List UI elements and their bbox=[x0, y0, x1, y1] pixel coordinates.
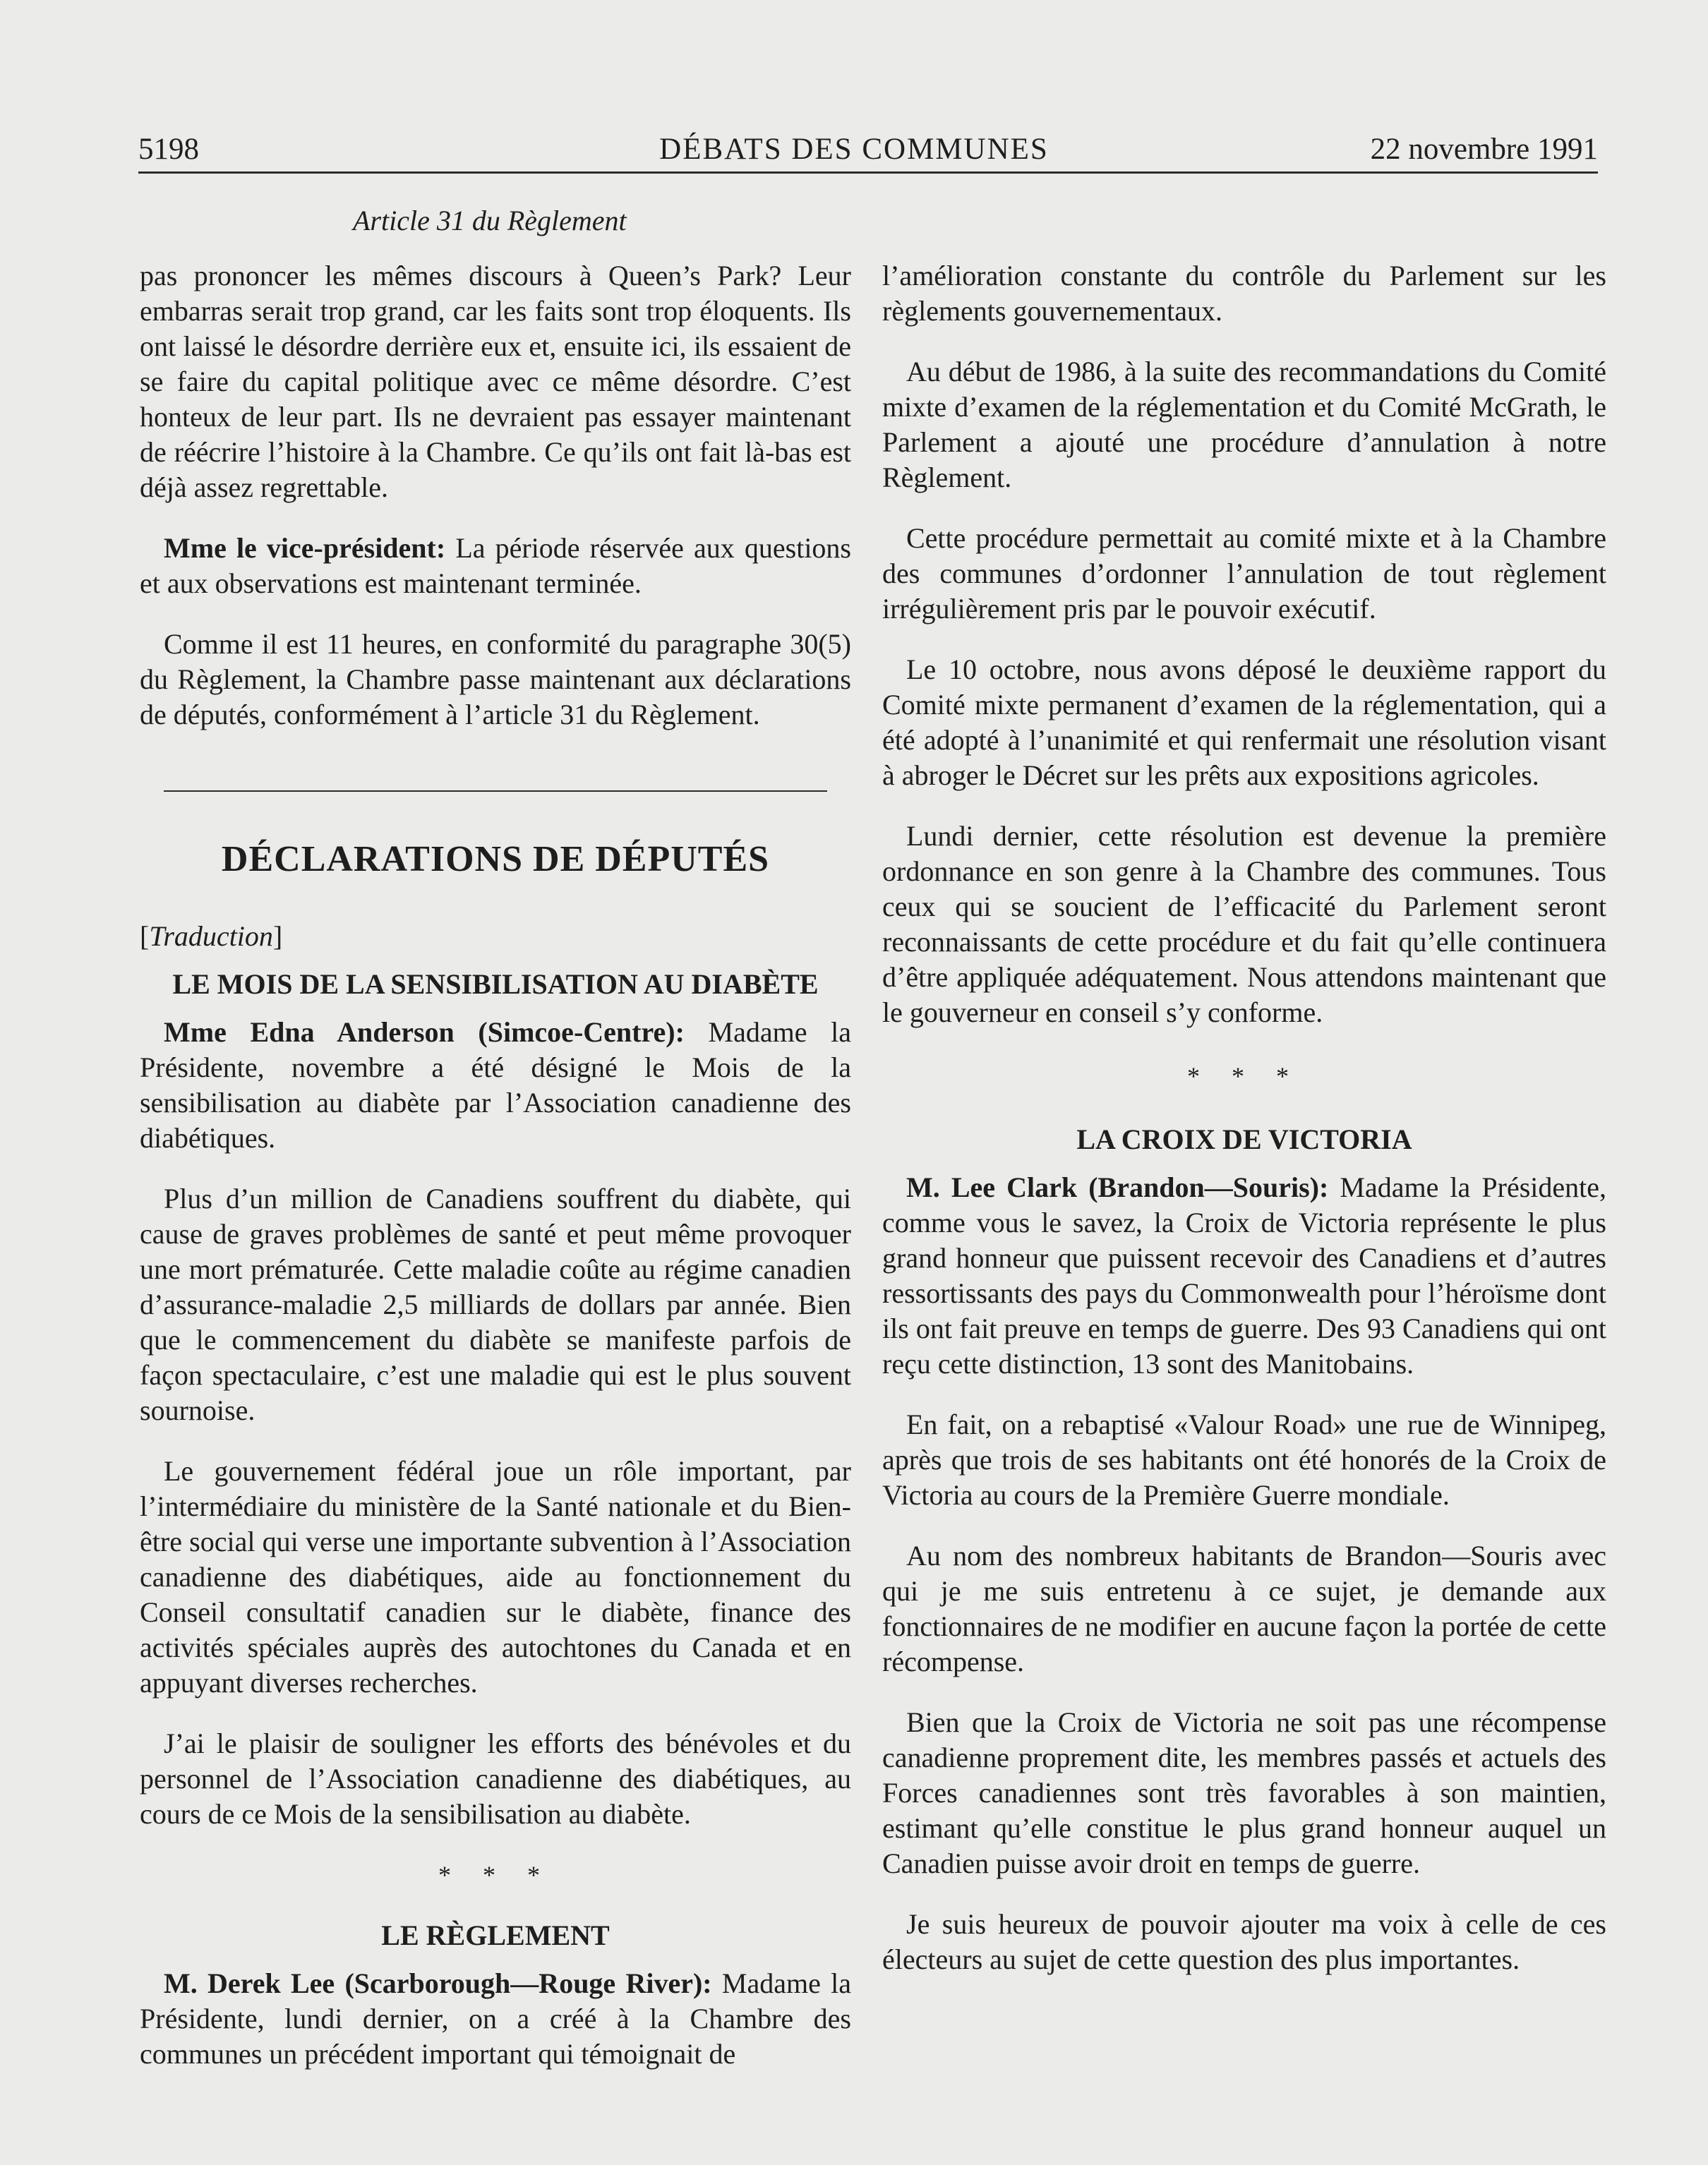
section-break-stars: * * * bbox=[1187, 1062, 1301, 1090]
paragraph-text: Madame la Présidente, comme vous le savez, la Croix de Victoria représente le plus grand honneur que puissent recevoir des Canadiens et d’autres ressortissants des pays du Commonwealth pour l’héroïsme dont ils ont fait preuve en temps de guerre. Des 93 Canadiens qui ont reçu cette distinction, 13 sont des Manitobains. bbox=[882, 1171, 1606, 1380]
translation-label: Traduction bbox=[149, 920, 273, 952]
statement-heading: LE RÈGLEMENT bbox=[381, 1919, 610, 1951]
speaker-name: M. Lee Clark (Brandon—Souris): bbox=[906, 1171, 1329, 1203]
paragraph bbox=[140, 1015, 851, 1156]
paragraph bbox=[140, 531, 851, 601]
bracket-close: ] bbox=[272, 920, 283, 952]
bracket-open: [ bbox=[140, 920, 150, 952]
section-tag: Article 31 du Règlement bbox=[353, 205, 627, 236]
speaker-name: Mme le vice-président: bbox=[164, 532, 446, 564]
section-heading: DÉCLARATIONS DE DÉPUTÉS bbox=[221, 839, 770, 879]
paragraph: Le gouvernement fédéral joue un rôle important, par l’intermédiaire du ministère de la Santé nationale et du Bien-être social qui verse une importante subvention à l’Association canadienne des diabétiques, aide au fonctionnement du Conseil consultatif canadien sur le diabète, finance des activités spéciales auprès des autochtones du Canada et en appuyant diverses recherches. bbox=[140, 1455, 851, 1699]
paragraph: Au début de 1986, à la suite des recommandations du Comité mixte d’examen de la réglementation et du Comité McGrath, le Parlement a ajouté une procédure d’annulation à notre Règlement. bbox=[882, 356, 1606, 493]
paragraph: Bien que la Croix de Victoria ne soit pas une récompense canadienne proprement dite, les membres passés et actuels des Forces canadiennes sont très favorables à son maintien, estimant qu’elle constitue le plus grand honneur auquel un Canadien puisse avoir droit en temps de guerre. bbox=[882, 1706, 1606, 1879]
left-column bbox=[140, 258, 851, 2097]
statement-heading: LE MOIS DE LA SENSIBILISATION AU DIABÈTE bbox=[172, 968, 819, 1000]
right-column bbox=[882, 258, 1606, 2003]
running-title: DÉBATS DES COMMUNES bbox=[659, 133, 1049, 166]
paragraph: En fait, on a rebaptisé «Valour Road» une rue de Winnipeg, après que trois de ses habitants ont été honorés de la Croix de Victoria au cours de la Première Guerre mondiale. bbox=[882, 1409, 1606, 1511]
paragraph: J’ai le plaisir de souligner les efforts des bénévoles et du personnel de l’Association canadienne des diabétiques, au cours de ce Mois de la sensibilisation au diabète. bbox=[140, 1727, 851, 1830]
paragraph: Je suis heureux de pouvoir ajouter ma voix à celle de ces électeurs au sujet de cette question des plus importantes. bbox=[882, 1908, 1606, 1975]
header-rule bbox=[138, 171, 1598, 174]
paragraph: Comme il est 11 heures, en conformité du paragraphe 30(5) du Règlement, la Chambre passe maintenant aux déclarations de députés, conformément à l’article 31 du Règlement. bbox=[140, 628, 851, 730]
page-number: 5198 bbox=[138, 133, 199, 166]
paragraph: Au nom des nombreux habitants de Brandon—Souris avec qui je me suis entretenu à ce sujet, je demande aux fonctionnaires de ne modifier en aucune façon la portée de cette récompense. bbox=[882, 1540, 1606, 1677]
paragraph bbox=[882, 1170, 1606, 1382]
section-break-stars: * * * bbox=[438, 1861, 553, 1889]
paragraph: Plus d’un million de Canadiens souffrent du diabète, qui cause de graves problèmes de santé et peut même provoquer une mort prématurée. Cette maladie coûte au régime canadien d’assurance-maladie 2,5 milliards de dollars par année. Bien que le commencement du diabète se manifeste parfois de façon spectaculaire, c’est une maladie qui est le plus souvent sournoise. bbox=[140, 1183, 851, 1426]
section-separator bbox=[164, 790, 827, 792]
paragraph: Cette procédure permettait au comité mixte et à la Chambre des communes d’ordonner l’annulation de tout règlement irrégulièrement pris par le pouvoir exécutif. bbox=[882, 522, 1606, 625]
paragraph-text: La période réservée aux questions et aux observations est maintenant terminée. bbox=[140, 532, 852, 599]
speaker-name: Mme Edna Anderson (Simcoe-Centre): bbox=[164, 1016, 685, 1048]
paragraph: pas prononcer les mêmes discours à Queen’s Park? Leur embarras serait trop grand, car les faits sont trop éloquents. Ils ont laissé le désordre derrière eux et, ensuite ici, ils essaient de se faire du capital politique avec ce même désordre. C’est honteux de leur part. Ils ne devraient pas essayer maintenant de réécrire l’histoire à la Chambre. Ce qu’ils ont fait là-bas est déjà assez regrettable. bbox=[140, 260, 851, 503]
paragraph: Lundi dernier, cette résolution est devenue la première ordonnance en son genre à la Chambre des communes. Tous ceux qui se soucient de l’efficacité du Parlement seront reconnaissants de cette procédure et du fait qu’elle continuera d’être appliquée adéquatement. Nous attendons maintenant que le gouverneur en conseil s’y conforme. bbox=[882, 820, 1606, 1028]
speaker-name: M. Derek Lee (Scarborough—Rouge River): bbox=[164, 1967, 712, 1999]
paragraph-text: Madame la Présidente, novembre a été désigné le Mois de la sensibilisation au diabète par l’Association canadienne des diabétiques. bbox=[140, 1016, 852, 1154]
paragraph-text: Madame la Présidente, lundi dernier, on a créé à la Chambre des communes un précédent important qui témoignait de bbox=[140, 1967, 851, 2070]
statement-heading: LA CROIX DE VICTORIA bbox=[1076, 1123, 1412, 1155]
paragraph: Le 10 octobre, nous avons déposé le deuxième rapport du Comité mixte permanent d’examen de la réglementation, qui a été adopté à l’unanimité et qui renfermait une résolution visant à abroger le Décret sur les prêts aux expositions agricoles. bbox=[882, 653, 1606, 791]
page-date: 22 novembre 1991 bbox=[1370, 133, 1598, 166]
translation-note bbox=[140, 919, 851, 954]
paragraph bbox=[140, 1966, 851, 2072]
paragraph: l’amélioration constante du contrôle du Parlement sur les règlements gouvernementaux. bbox=[882, 260, 1606, 327]
